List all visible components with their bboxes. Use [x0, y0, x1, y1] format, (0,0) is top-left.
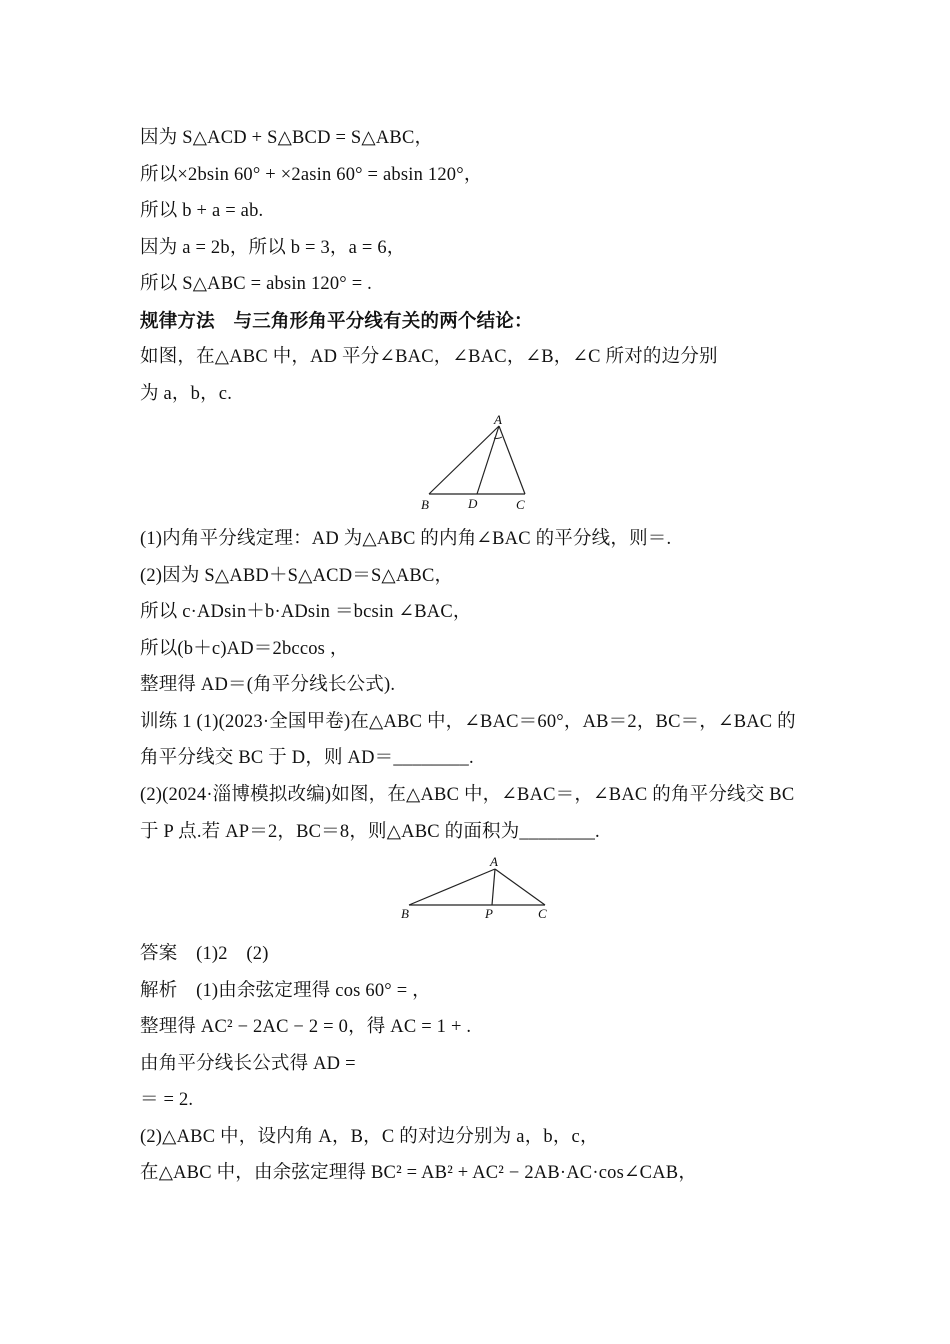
analysis-line: 解析 (1)由余弦定理得 cos 60° = ， [140, 981, 431, 1001]
text-line: 在△ABC 中，由余弦定理得 BC² = AB² + AC² − 2AB·AC·cos∠CAB， [140, 1163, 698, 1183]
text-line: 所以 c·ADsin＋b·ADsin ＝bcsin ∠BAC， [140, 602, 472, 622]
text-line: 为 a，b，c. [140, 384, 233, 404]
method-heading: 规律方法 与三角形角平分线有关的两个结论： [140, 312, 533, 332]
text-line: 因为 a = 2b，所以 b = 3，a = 6， [140, 238, 406, 258]
text-line: 因为 S△ACD + S△BCD = S△ABC， [140, 128, 434, 148]
text-line: (2)因为 S△ABD＋S△ACD＝S△ABC， [140, 566, 454, 586]
vertex-label-a: A [490, 854, 498, 869]
text-line: 角平分线交 BC 于 D，则 AD＝________. [140, 748, 474, 768]
point-label-p: P [485, 906, 493, 921]
text-line: (1)内角平分线定理：AD 为△ABC 的内角∠BAC 的平分线，则＝. [140, 529, 672, 549]
text-line: 所以 b + a = ab. [140, 201, 264, 221]
text-line: (2)(2024·淄博模拟改编)如图，在△ABC 中，∠BAC＝，∠BAC 的角平分线交 BC [140, 785, 795, 805]
answer-line: 答案 (1)2 (2) [140, 944, 269, 964]
point-label-d: D [468, 496, 478, 511]
text-line: 所以×2bsin 60° + ×2asin 60° = absin 120°， [140, 165, 483, 185]
vertex-label-a: A [494, 414, 502, 427]
text-line: 整理得 AD＝(角平分线长公式). [140, 675, 396, 695]
triangle-figure-abc-d [415, 414, 535, 514]
text-line: 于 P 点.若 AP＝2，BC＝8，则△ABC 的面积为________. [140, 822, 600, 842]
text-line: ＝ = 2. [140, 1090, 194, 1110]
text-line: 由角平分线长公式得 AD = [140, 1054, 356, 1074]
exercise-line: 训练 1 (1)(2023·全国甲卷)在△ABC 中，∠BAC＝60°，AB＝2，BC＝，∠BAC 的 [140, 712, 796, 732]
vertex-label-b: B [421, 497, 429, 512]
triangle-figure-abc-p [395, 853, 555, 925]
vertex-label-c: C [538, 906, 547, 921]
text-line: 如图，在△ABC 中，AD 平分∠BAC，∠BAC，∠B，∠C 所对的边分别 [140, 347, 718, 367]
text-line: 所以 S△ABC = absin 120° = . [140, 274, 372, 294]
text-line: (2)△ABC 中，设内角 A，B，C 的对边分别为 a，b，c， [140, 1127, 599, 1147]
text-line: 整理得 AC² − 2AC − 2 = 0，得 AC = 1 + . [140, 1017, 472, 1037]
text-line: 所以(b＋c)AD＝2bccos ， [140, 639, 349, 659]
vertex-label-c: C [516, 497, 525, 512]
vertex-label-b: B [401, 906, 409, 921]
